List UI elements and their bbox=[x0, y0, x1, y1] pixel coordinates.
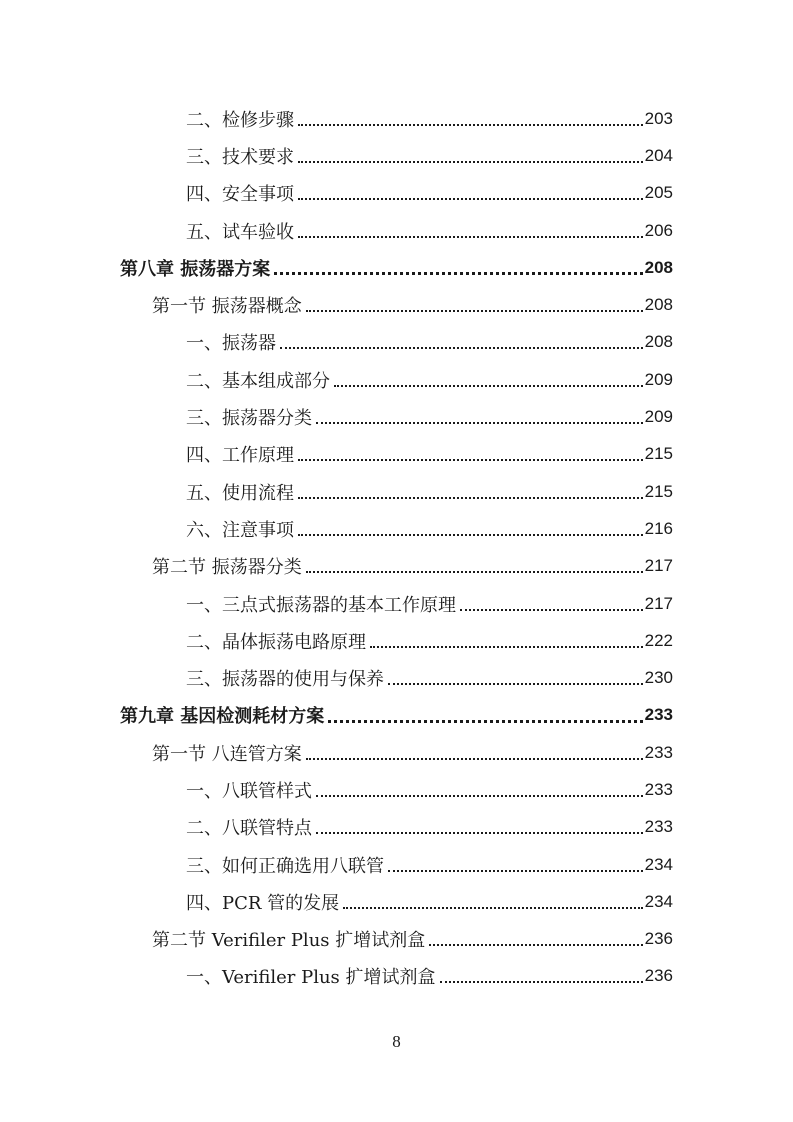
toc-entry-page: 233 bbox=[644, 817, 673, 837]
toc-entry-title: 第一节 振荡器概念 bbox=[152, 296, 302, 318]
toc-entry-page: 234 bbox=[644, 854, 673, 874]
toc-entry-title: 第二节 振荡器分类 bbox=[152, 557, 302, 579]
toc-entry-title: 三、如何正确选用八联管 bbox=[186, 855, 384, 877]
toc-entry-title: 第二节 Verifiler Plus 扩增试剂盒 bbox=[152, 930, 426, 952]
toc-entry-title: 五、试车验收 bbox=[186, 221, 294, 243]
dot-leader bbox=[460, 609, 643, 611]
toc-entry[interactable] bbox=[0, 883, 793, 920]
toc-section-entry[interactable] bbox=[0, 921, 793, 958]
toc-entry[interactable] bbox=[0, 771, 793, 808]
dot-leader bbox=[306, 310, 643, 312]
dot-leader bbox=[298, 236, 643, 238]
toc-entry-page: 233 bbox=[644, 705, 673, 725]
toc-entry-title: 三、振荡器分类 bbox=[186, 408, 312, 430]
dot-leader bbox=[316, 832, 643, 834]
toc-entry-page: 209 bbox=[644, 407, 673, 427]
toc-section-entry[interactable] bbox=[0, 548, 793, 585]
toc-entry-page: 215 bbox=[644, 444, 673, 464]
toc-entry-title: 三、技术要求 bbox=[186, 146, 294, 168]
dot-leader bbox=[306, 571, 643, 573]
toc-entry-page: 215 bbox=[644, 481, 673, 501]
toc-entry-page: 217 bbox=[644, 556, 673, 576]
toc-entry-page: 208 bbox=[644, 332, 673, 352]
dot-leader bbox=[328, 720, 642, 723]
toc-entry-page: 217 bbox=[644, 593, 673, 613]
toc-entry-title: 五、使用流程 bbox=[186, 482, 294, 504]
toc-entry-title: 第八章 振荡器方案 bbox=[120, 258, 271, 280]
toc-chapter-entry[interactable] bbox=[0, 697, 793, 734]
toc-entry[interactable] bbox=[0, 958, 793, 995]
toc-entry-title: 二、检修步骤 bbox=[186, 109, 294, 131]
dot-leader bbox=[298, 534, 643, 536]
toc-entry-page: 230 bbox=[644, 668, 673, 688]
toc-entry-page: 236 bbox=[644, 929, 673, 949]
toc-entry-title: 一、Verifiler Plus 扩增试剂盒 bbox=[186, 967, 436, 989]
toc-entry[interactable] bbox=[0, 473, 793, 510]
toc-entry-page: 233 bbox=[644, 742, 673, 762]
dot-leader bbox=[298, 198, 643, 200]
toc-entry-page: 206 bbox=[644, 220, 673, 240]
toc-entry[interactable] bbox=[0, 361, 793, 398]
dot-leader bbox=[298, 161, 643, 163]
toc-entry-title: 第一节 八连管方案 bbox=[152, 743, 302, 765]
dot-leader bbox=[280, 347, 643, 349]
toc-entry[interactable] bbox=[0, 398, 793, 435]
toc-entry-title: 四、工作原理 bbox=[186, 445, 294, 467]
table-of-contents bbox=[0, 100, 793, 995]
dot-leader bbox=[334, 385, 643, 387]
dot-leader bbox=[388, 870, 643, 872]
toc-entry[interactable] bbox=[0, 212, 793, 249]
toc-entry[interactable] bbox=[0, 436, 793, 473]
dot-leader bbox=[274, 272, 642, 275]
toc-entry-page: 234 bbox=[644, 891, 673, 911]
toc-entry[interactable] bbox=[0, 100, 793, 137]
toc-entry-title: 二、基本组成部分 bbox=[186, 370, 330, 392]
toc-entry-page: 208 bbox=[644, 295, 673, 315]
dot-leader bbox=[298, 459, 643, 461]
toc-entry[interactable] bbox=[0, 846, 793, 883]
toc-entry-page: 205 bbox=[644, 183, 673, 203]
toc-entry-page: 208 bbox=[644, 257, 673, 277]
toc-entry[interactable] bbox=[0, 324, 793, 361]
toc-entry-title: 二、晶体振荡电路原理 bbox=[186, 631, 366, 653]
toc-entry-page: 216 bbox=[644, 518, 673, 538]
dot-leader bbox=[316, 795, 643, 797]
toc-section-entry[interactable] bbox=[0, 286, 793, 323]
page-number: 8 bbox=[392, 1032, 401, 1051]
toc-entry[interactable] bbox=[0, 510, 793, 547]
toc-entry-title: 一、三点式振荡器的基本工作原理 bbox=[186, 594, 456, 616]
toc-entry[interactable] bbox=[0, 175, 793, 212]
toc-entry-page: 209 bbox=[644, 369, 673, 389]
dot-leader bbox=[298, 124, 643, 126]
toc-entry[interactable] bbox=[0, 809, 793, 846]
toc-entry[interactable] bbox=[0, 622, 793, 659]
dot-leader bbox=[298, 497, 643, 499]
toc-entry-page: 203 bbox=[644, 108, 673, 128]
dot-leader bbox=[429, 944, 642, 946]
toc-entry-title: 一、八联管样式 bbox=[186, 780, 312, 802]
toc-chapter-entry[interactable] bbox=[0, 249, 793, 286]
toc-entry-page: 204 bbox=[644, 145, 673, 165]
toc-entry-page: 233 bbox=[644, 779, 673, 799]
toc-entry[interactable] bbox=[0, 659, 793, 696]
toc-entry-title: 三、振荡器的使用与保养 bbox=[186, 669, 384, 691]
toc-entry-title: 四、PCR 管的发展 bbox=[186, 892, 340, 914]
dot-leader bbox=[388, 683, 643, 685]
toc-entry[interactable] bbox=[0, 137, 793, 174]
toc-entry-title: 二、八联管特点 bbox=[186, 818, 312, 840]
toc-entry-title: 第九章 基因检测耗材方案 bbox=[120, 706, 325, 728]
toc-entry-page: 236 bbox=[644, 966, 673, 986]
toc-entry-title: 一、振荡器 bbox=[186, 333, 276, 355]
dot-leader bbox=[306, 758, 643, 760]
toc-entry-page: 222 bbox=[644, 630, 673, 650]
dot-leader bbox=[370, 646, 643, 648]
dot-leader bbox=[316, 422, 643, 424]
toc-section-entry[interactable] bbox=[0, 734, 793, 771]
dot-leader bbox=[343, 907, 642, 909]
toc-entry-title: 四、安全事项 bbox=[186, 184, 294, 206]
dot-leader bbox=[440, 981, 643, 983]
toc-entry-title: 六、注意事项 bbox=[186, 519, 294, 541]
toc-entry[interactable] bbox=[0, 585, 793, 622]
